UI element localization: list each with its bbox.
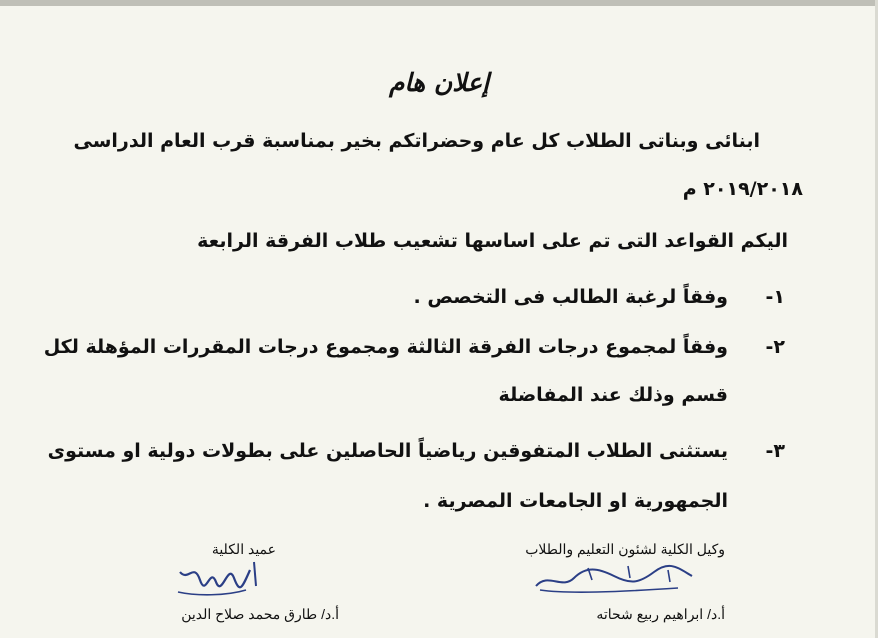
dean-name: أ.د/ طارق محمد صلاح الدين — [181, 606, 339, 622]
rule-1-line-1: وفقاً لرغبة الطالب فى التخصص . — [413, 286, 728, 308]
rule-2-line-1: وفقاً لمجموع درجات الفرقة الثالثة ومجموع درجات المقررات المؤهلة لكل — [43, 336, 728, 358]
rule-3-line-2: الجمهورية او الجامعات المصرية . — [423, 490, 728, 512]
announcement-title: إعلان هام — [388, 68, 490, 97]
dean-role: عميد الكلية — [211, 541, 276, 557]
rule-2-line-2: قسم وذلك عند المفاضلة — [498, 384, 728, 406]
dean-signature — [176, 552, 266, 600]
intro-line-1: ابنائى وبناتى الطلاب كل عام وحضراتكم بخير بمناسبة قرب العام الدراسى — [73, 130, 760, 152]
rules-heading: اليكم القواعد التى تم على اساسها تشعيب طلاب الفرقة الرابعة — [197, 230, 788, 252]
intro-line-2: ٢٠١٩/٢٠١٨ م — [682, 178, 803, 200]
scan-edge-top — [0, 0, 878, 6]
vice-dean-signature — [528, 560, 708, 598]
rule-3-line-1: يستثنى الطلاب المتفوقين رياضياً الحاصلين على بطولات دولية او مستوى — [47, 440, 728, 462]
rule-1-number: ١- — [765, 286, 785, 308]
vice-dean-name: أ.د/ ابراهيم ربيع شحاته — [596, 606, 725, 622]
rule-3-number: ٣- — [765, 440, 785, 462]
rule-2-number: ٢- — [765, 336, 785, 358]
vice-dean-role: وكيل الكلية لشئون التعليم والطلاب — [525, 541, 725, 557]
